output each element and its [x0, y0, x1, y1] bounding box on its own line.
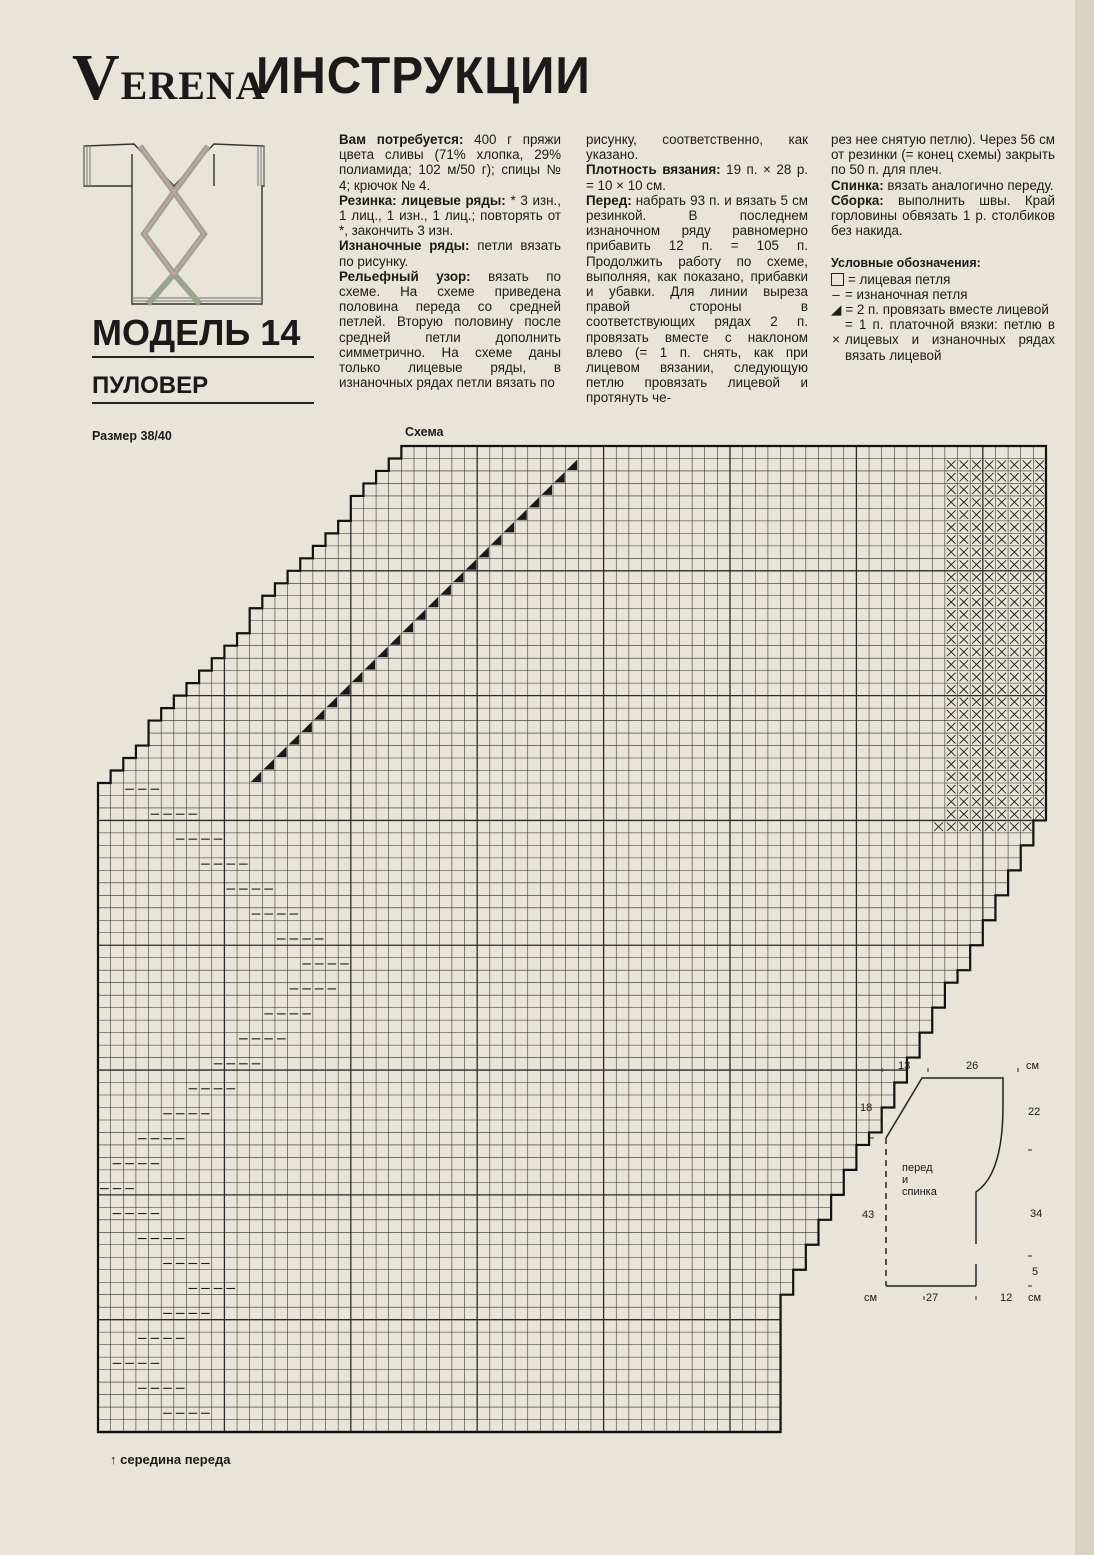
legend-text: = 2 п. провязать вместе лицевой	[845, 302, 1049, 318]
chart-title: Схема	[405, 425, 444, 439]
legend-text: = 1 п. платочной вязки: петлю в лицевых и изнаночных рядах вязать лицевой	[845, 317, 1055, 363]
legend-symbol: ◢	[831, 302, 842, 318]
paragraph-heading: Рельефный узор:	[339, 268, 471, 284]
size-label: Размер 38/40	[92, 429, 172, 443]
paragraph-text: выполнить швы. Край горловины обвязать 1 р. столбиков без накида.	[831, 192, 1055, 239]
legend-text: = лицевая петля	[848, 271, 951, 287]
dim-sleeve: 12	[1000, 1292, 1013, 1304]
paragraph-heading: Вам потребуется:	[339, 132, 464, 147]
dim-half-width: 27	[926, 1292, 939, 1304]
dim-rib: 5	[1032, 1266, 1039, 1278]
legend-symbol: ×	[832, 332, 840, 348]
model-number: МОДЕЛЬ 14	[92, 312, 301, 353]
paragraph-text: вязать по схеме. На схеме приведена половина переда со средней петлей. Вторую половину после средней петли дополнить симметрично. На схеме даны только лицевые ряды, в изнаночных рядах петли вязать по	[339, 268, 561, 391]
garment-name: ПУЛОВЕР	[92, 372, 209, 399]
dim-neck-depth: 18	[860, 1102, 873, 1114]
dim-unit-left: см	[864, 1292, 878, 1304]
paragraph-heading: Спинка:	[831, 177, 884, 193]
paragraph-text: петли вязать по рисунку.	[339, 238, 561, 269]
schematic-label: перед и спинка	[902, 1162, 937, 1198]
legend-symbol: –	[832, 286, 840, 302]
legend-title: Условные обозначения:	[831, 256, 981, 271]
paragraph-heading: Изнаночные ряды:	[339, 238, 470, 254]
centre-front-label: ↑ середина переда	[110, 1452, 231, 1467]
paragraph-heading: Плотность вязания:	[586, 162, 721, 178]
dim-unit: см	[1026, 1060, 1040, 1072]
paragraph-heading: Сборка:	[831, 192, 884, 208]
dim-body: 43	[862, 1209, 875, 1221]
paragraph-text: рез нее снятую петлю). Через 56 см от резинки (= конец схемы) закрыть по 50 п. для плеч.	[831, 132, 1055, 178]
dim-armhole: 22	[1028, 1106, 1041, 1118]
paragraph-text: * 3 изн., 1 лиц., 1 изн., 1 лиц.; повторять от *, закончить 3 изн.	[339, 192, 561, 239]
dim-shoulder: 26	[966, 1060, 979, 1072]
paragraph-text: вязать аналогично переду.	[883, 177, 1054, 193]
page-title: ИНСТРУКЦИИ	[256, 47, 591, 105]
garment-schematic	[858, 1054, 1058, 1314]
legend-text: = изнаночная петля	[845, 286, 968, 302]
paragraph-text: рисунку, соответственно, как указано.	[586, 132, 808, 163]
brand-logo: VERENA	[72, 41, 266, 114]
dim-neck: 13	[898, 1060, 911, 1072]
paragraph-text: 400 г пряжи цвета сливы (71% хлопка, 29% полиамида; 102 м/50 г); спицы № 4; крючок № 4.	[339, 132, 561, 193]
paragraph-heading: Резинка: лицевые ряды:	[339, 192, 506, 208]
dim-unit-right: см	[1028, 1292, 1042, 1304]
paragraph-heading: Перед:	[586, 192, 632, 208]
dim-side: 34	[1030, 1208, 1043, 1220]
paragraph-text: 19 п. × 28 р. = 10 × 10 см.	[586, 162, 808, 193]
paragraph-text: набрать 93 п. и вязать 5 см резинкой. В последнем изнаночном ряду равномерно прибавить 12 п. = 105 п. Продолжить работу по схеме, выполняя, как показано, прибавки и убавки. Для линии выреза правой стороны в соответствующих рядах 2 п. провязать вместе с наклоном влево (= 1 п. снять, как при лицевом вязании, следующую петлю провязать лицевой и протянуть че-	[586, 192, 808, 406]
